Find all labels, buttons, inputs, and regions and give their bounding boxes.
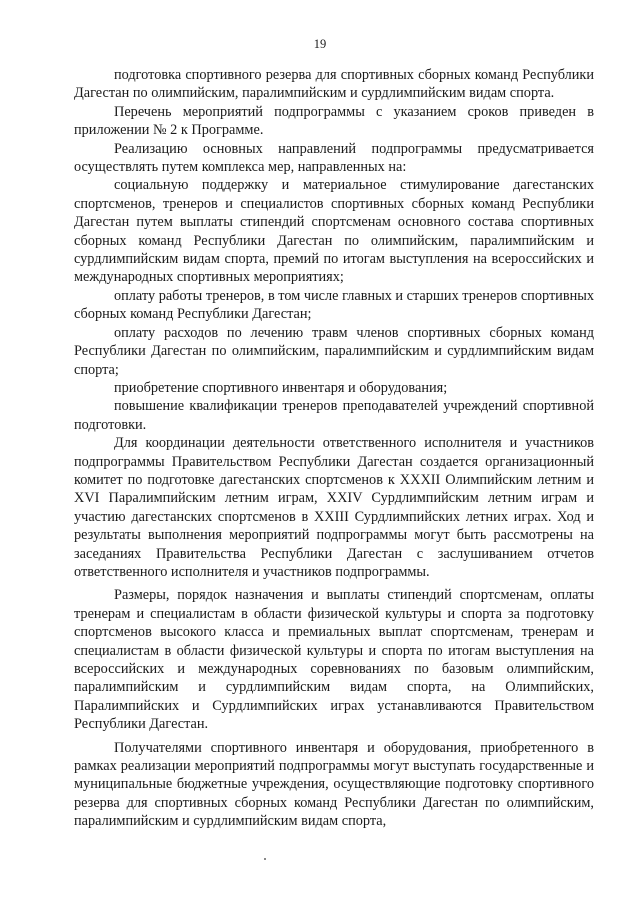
paragraph: социальную поддержку и материальное стимулирование дагестанских спортсменов, тренеров и специалистов спортивных сборных команд Республики Дагестан путем выплаты стипендий спортсменам основного состава спортивных сборных команд Республики Дагестан по олимпийским, паралимпийским и сурдлимпийским видам спорта, премий по итогам выступления на всероссийских и международных спортивных мероприятиях; — [74, 177, 594, 286]
paragraph: Размеры, порядок назначения и выплаты стипендий спортсменам, оплаты тренерам и специалистам в области физической культуры и спорта за подготовку спортсменов высокого класса и премиальных выплат спортсменам, тренерам и специалистам в области физической культуры и спорта по итогам выступления на всероссийских и международных соревнованиях по базовым олимпийским, паралимпийским и сурдлимпийским видам спорта, на Олимпийских, Паралимпийских и Сурдлимпийских играх устанавливаются Правительством Республики Дагестан. — [74, 587, 594, 733]
paragraph: Для координации деятельности ответственного исполнителя и участников подпрограммы Правительством Республики Дагестан создается организационный комитет по подготовке дагестанских спортсменов к XXXII Олимпийским летним и XVI Паралимпийским летним играм, XXIV Сурдлимпийским летним играм и участию дагестанских спортсменов в XXIII Сурдлимпийских летних играх. Ход и результаты выполнения мероприятий подпрограммы могут быть рассмотрены на заседаниях Правительства Республики Дагестан с заслушиванием отчетов ответственного исполнителя и участников подпрограммы. — [74, 435, 594, 580]
scan-speck — [264, 858, 266, 860]
paragraph: оплату работы тренеров, в том числе главных и старших тренеров спортивных сборных команд Республики Дагестан; — [74, 287, 594, 323]
body-text — [74, 66, 594, 831]
paragraph: Получателями спортивного инвентаря и оборудования, приобретенного в рамках реализации мероприятий подпрограммы могут выступать государственные и муниципальные бюджетные учреждения, осуществляющие подготовку спортивного резерва для спортивных сборных команд Республики Дагестан по олимпийским, паралимпийским и сурдлимпийским видам спорта, — [74, 739, 594, 830]
paragraph: повышение квалификации тренеров преподавателей учреждений спортивной подготовки. — [74, 398, 594, 433]
paragraph: приобретение спортивного инвентаря и оборудования; — [114, 379, 448, 396]
paragraph: Реализацию основных направлений подпрограммы предусматривается осуществлять путем комплекса мер, направленных на: — [74, 140, 594, 176]
paragraph: подготовка спортивного резерва для спортивных сборных команд Республики Дагестан по олимпийским, паралимпийским и сурдлимпийским видам спорта. — [74, 67, 594, 102]
paragraph: оплату расходов по лечению травм членов спортивных сборных команд Республики Дагестан по олимпийским, паралимпийским и сурдлимпийским видам спорта; — [74, 324, 594, 378]
paragraph: Перечень мероприятий подпрограммы с указанием сроков приведен в приложении № 2 к Программе. — [74, 103, 594, 139]
page-number: 19 — [313, 37, 327, 51]
